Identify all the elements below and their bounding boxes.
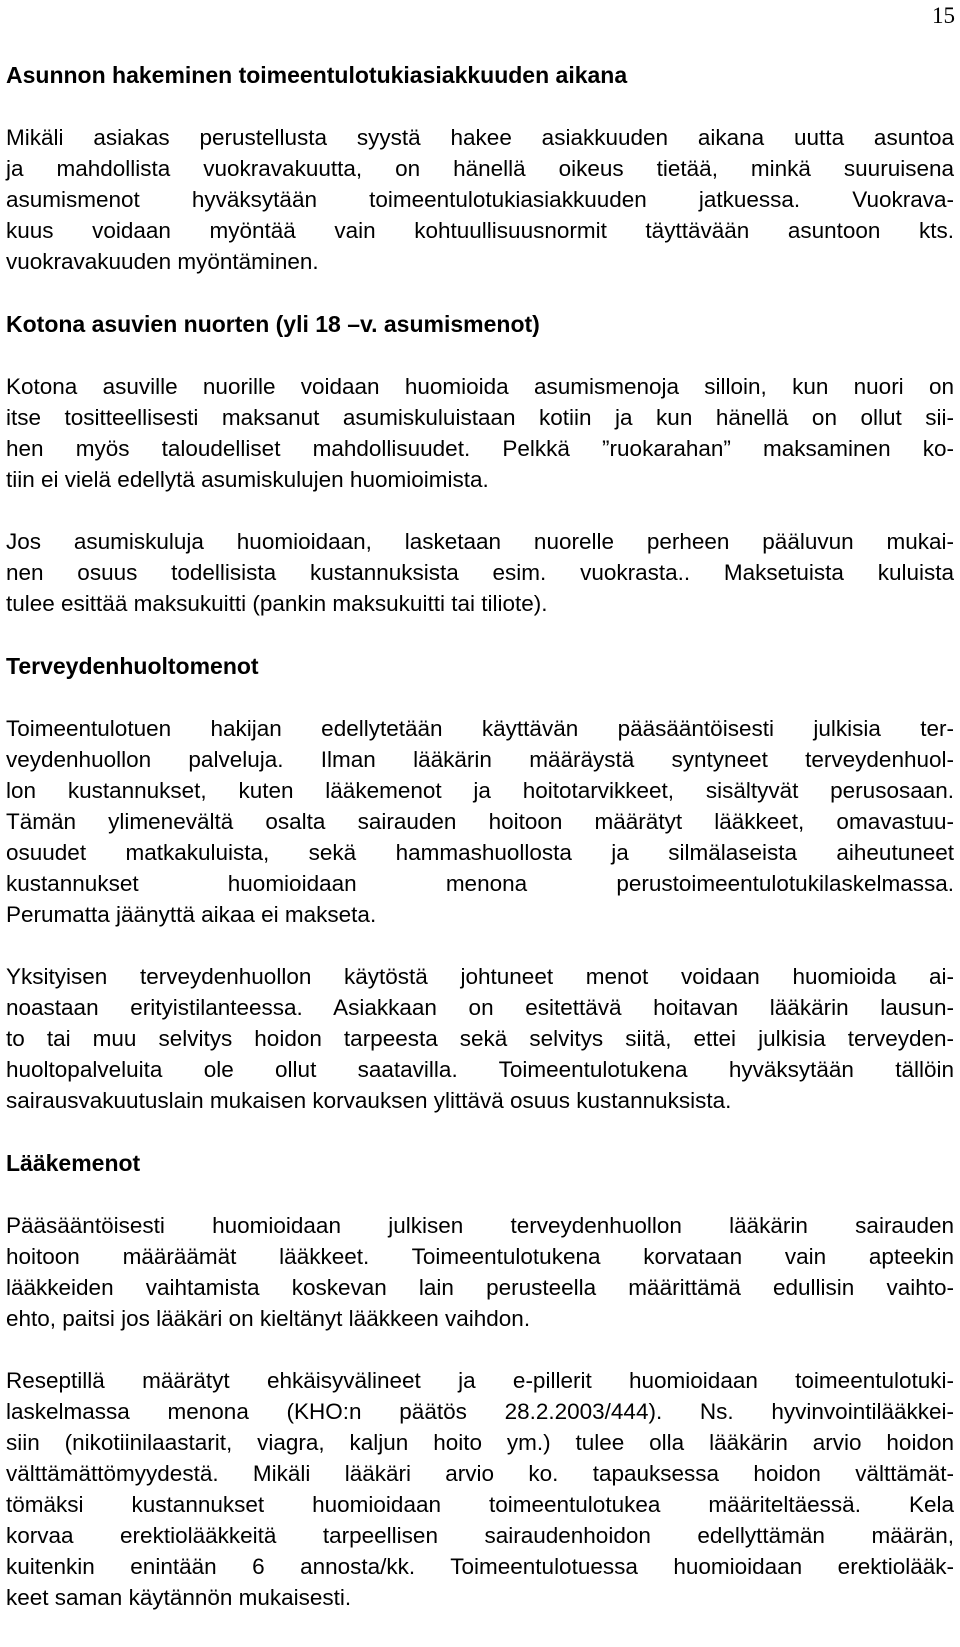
text-line: nen osuus todellisista kustannuksista esim. vuokrasta.. Maksetuista kuluista xyxy=(6,560,954,585)
spacer xyxy=(6,930,954,961)
paragraph xyxy=(6,961,954,1116)
text-line: korvaa erektiolääkkeitä tarpeellisen sairaudenhoidon edellyttämän määrän, xyxy=(6,1523,954,1548)
text-line: Mikäli asiakas perustellusta syystä hakee asiakkuuden aikana uutta asuntoa xyxy=(6,125,954,150)
text-line: tulee esittää maksukuitti (pankin maksukuitti tai tiliote). xyxy=(6,591,548,616)
section-heading: Lääkemenot xyxy=(6,1150,141,1176)
text-line: to tai muu selvitys hoidon tarpeesta sekä selvitys siitä, ettei julkisia terveyden- xyxy=(6,1026,954,1051)
spacer xyxy=(6,619,954,650)
section-heading: Asunnon hakeminen toimeentulotukiasiakkuuden aikana xyxy=(6,62,628,88)
text-line: noastaan erityistilanteessa. Asiakkaan on esitettävä hoitavan lääkärin lausun- xyxy=(6,995,954,1020)
text-line: Tämän ylimenevältä osalta sairauden hoitoon määrätyt lääkkeet, omavastuu- xyxy=(6,809,954,834)
section-heading: Kotona asuvien nuorten (yli 18 –v. asumismenot) xyxy=(6,311,540,337)
text-line: hoitoon määräämät lääkkeet. Toimeentulotukena korvataan vain apteekin xyxy=(6,1244,954,1269)
text-line: vuokravakuuden myöntäminen. xyxy=(6,249,319,274)
text-line: kuitenkin enintään 6 annosta/kk. Toimeentulotuessa huomioidaan erektiolääk- xyxy=(6,1554,954,1579)
paragraph xyxy=(6,1365,954,1613)
text-line: keet saman käytännön mukaisesti. xyxy=(6,1585,352,1610)
text-line: huoltopalveluita ole ollut saatavilla. Toimeentulotukena hyväksytään tällöin xyxy=(6,1057,954,1082)
spacer xyxy=(6,91,954,122)
text-line: sairausvakuutuslain mukaisen korvauksen ylittävä osuus kustannuksista. xyxy=(6,1088,732,1113)
text-line: tömäksi kustannukset huomioidaan toimeentulotukea määriteltäessä. Kela xyxy=(6,1492,954,1517)
text-line: Toimeentulotuen hakijan edellytetään käyttävän pääsääntöisesti julkisia ter- xyxy=(6,716,954,741)
text-line: lääkkeiden vaihtamista koskevan lain perusteella määrittämä edullisin vaihto- xyxy=(6,1275,954,1300)
paragraph xyxy=(6,371,954,495)
text-line: asumismenot hyväksytään toimeentulotukiasiakkuuden jatkuessa. Vuokrava- xyxy=(6,187,954,212)
text-line: Reseptillä määrätyt ehkäisyvälineet ja e-pillerit huomioidaan toimeentulotuki- xyxy=(6,1368,954,1393)
text-line: Jos asumiskuluja huomioidaan, lasketaan nuorelle perheen pääluvun mukai- xyxy=(6,529,954,554)
spacer xyxy=(6,1179,954,1210)
spacer xyxy=(6,1116,954,1147)
text-line: Kotona asuville nuorille voidaan huomioida asumismenoja silloin, kun nuori on xyxy=(6,374,954,399)
text-line: välttämättömyydestä. Mikäli lääkäri arvio ko. tapauksessa hoidon välttämät- xyxy=(6,1461,954,1486)
text-line: veydenhuollon palveluja. Ilman lääkärin määräystä syntyneet terveydenhuol- xyxy=(6,747,954,772)
spacer xyxy=(6,1334,954,1365)
section-heading: Terveydenhuoltomenot xyxy=(6,653,259,679)
text-line: kustannukset huomioidaan menona perustoimeentulotukilaskelmassa. xyxy=(6,871,954,896)
text-line: Yksityisen terveydenhuollon käytöstä johtuneet menot voidaan huomioida ai- xyxy=(6,964,954,989)
paragraph xyxy=(6,1210,954,1334)
spacer xyxy=(6,682,954,713)
text-line: ja mahdollista vuokravakuutta, on hänellä oikeus tietää, minkä suuruisena xyxy=(6,156,954,181)
text-line: laskelmassa menona (KHO:n päätös 28.2.2003/444). Ns. hyvinvointilääkkei- xyxy=(6,1399,954,1424)
text-line: tiin ei vielä edellytä asumiskulujen huomioimista. xyxy=(6,467,489,492)
text-line: osuudet matkakuluista, sekä hammashuollosta ja silmälaseista aiheutuneet xyxy=(6,840,954,865)
text-line: kuus voidaan myöntää vain kohtuullisuusnormit täyttävään asuntoon kts. xyxy=(6,218,954,243)
text-line: siin (nikotiinilaastarit, viagra, kaljun hoito ym.) tulee olla lääkärin arvio hoidon xyxy=(6,1430,954,1455)
text-line: itse tositteellisesti maksanut asumiskuluistaan kotiin ja kun hänellä on ollut sii- xyxy=(6,405,954,430)
spacer xyxy=(6,495,954,526)
text-line: hen myös taloudelliset mahdollisuudet. Pelkkä ”ruokarahan” maksaminen ko- xyxy=(6,436,954,461)
paragraph xyxy=(6,713,954,930)
text-line: ehto, paitsi jos lääkäri on kieltänyt lääkkeen vaihdon. xyxy=(6,1306,531,1331)
text-line: Perumatta jäänyttä aikaa ei makseta. xyxy=(6,902,377,927)
paragraph xyxy=(6,526,954,619)
document-body xyxy=(6,59,954,1613)
spacer xyxy=(6,277,954,308)
text-line: lon kustannukset, kuten lääkemenot ja hoitotarvikkeet, sisältyvät perusosaan. xyxy=(6,778,954,803)
page-number: 15 xyxy=(932,3,955,28)
spacer xyxy=(6,340,954,371)
text-line: Pääsääntöisesti huomioidaan julkisen terveydenhuollon lääkärin sairauden xyxy=(6,1213,954,1238)
paragraph xyxy=(6,122,954,277)
